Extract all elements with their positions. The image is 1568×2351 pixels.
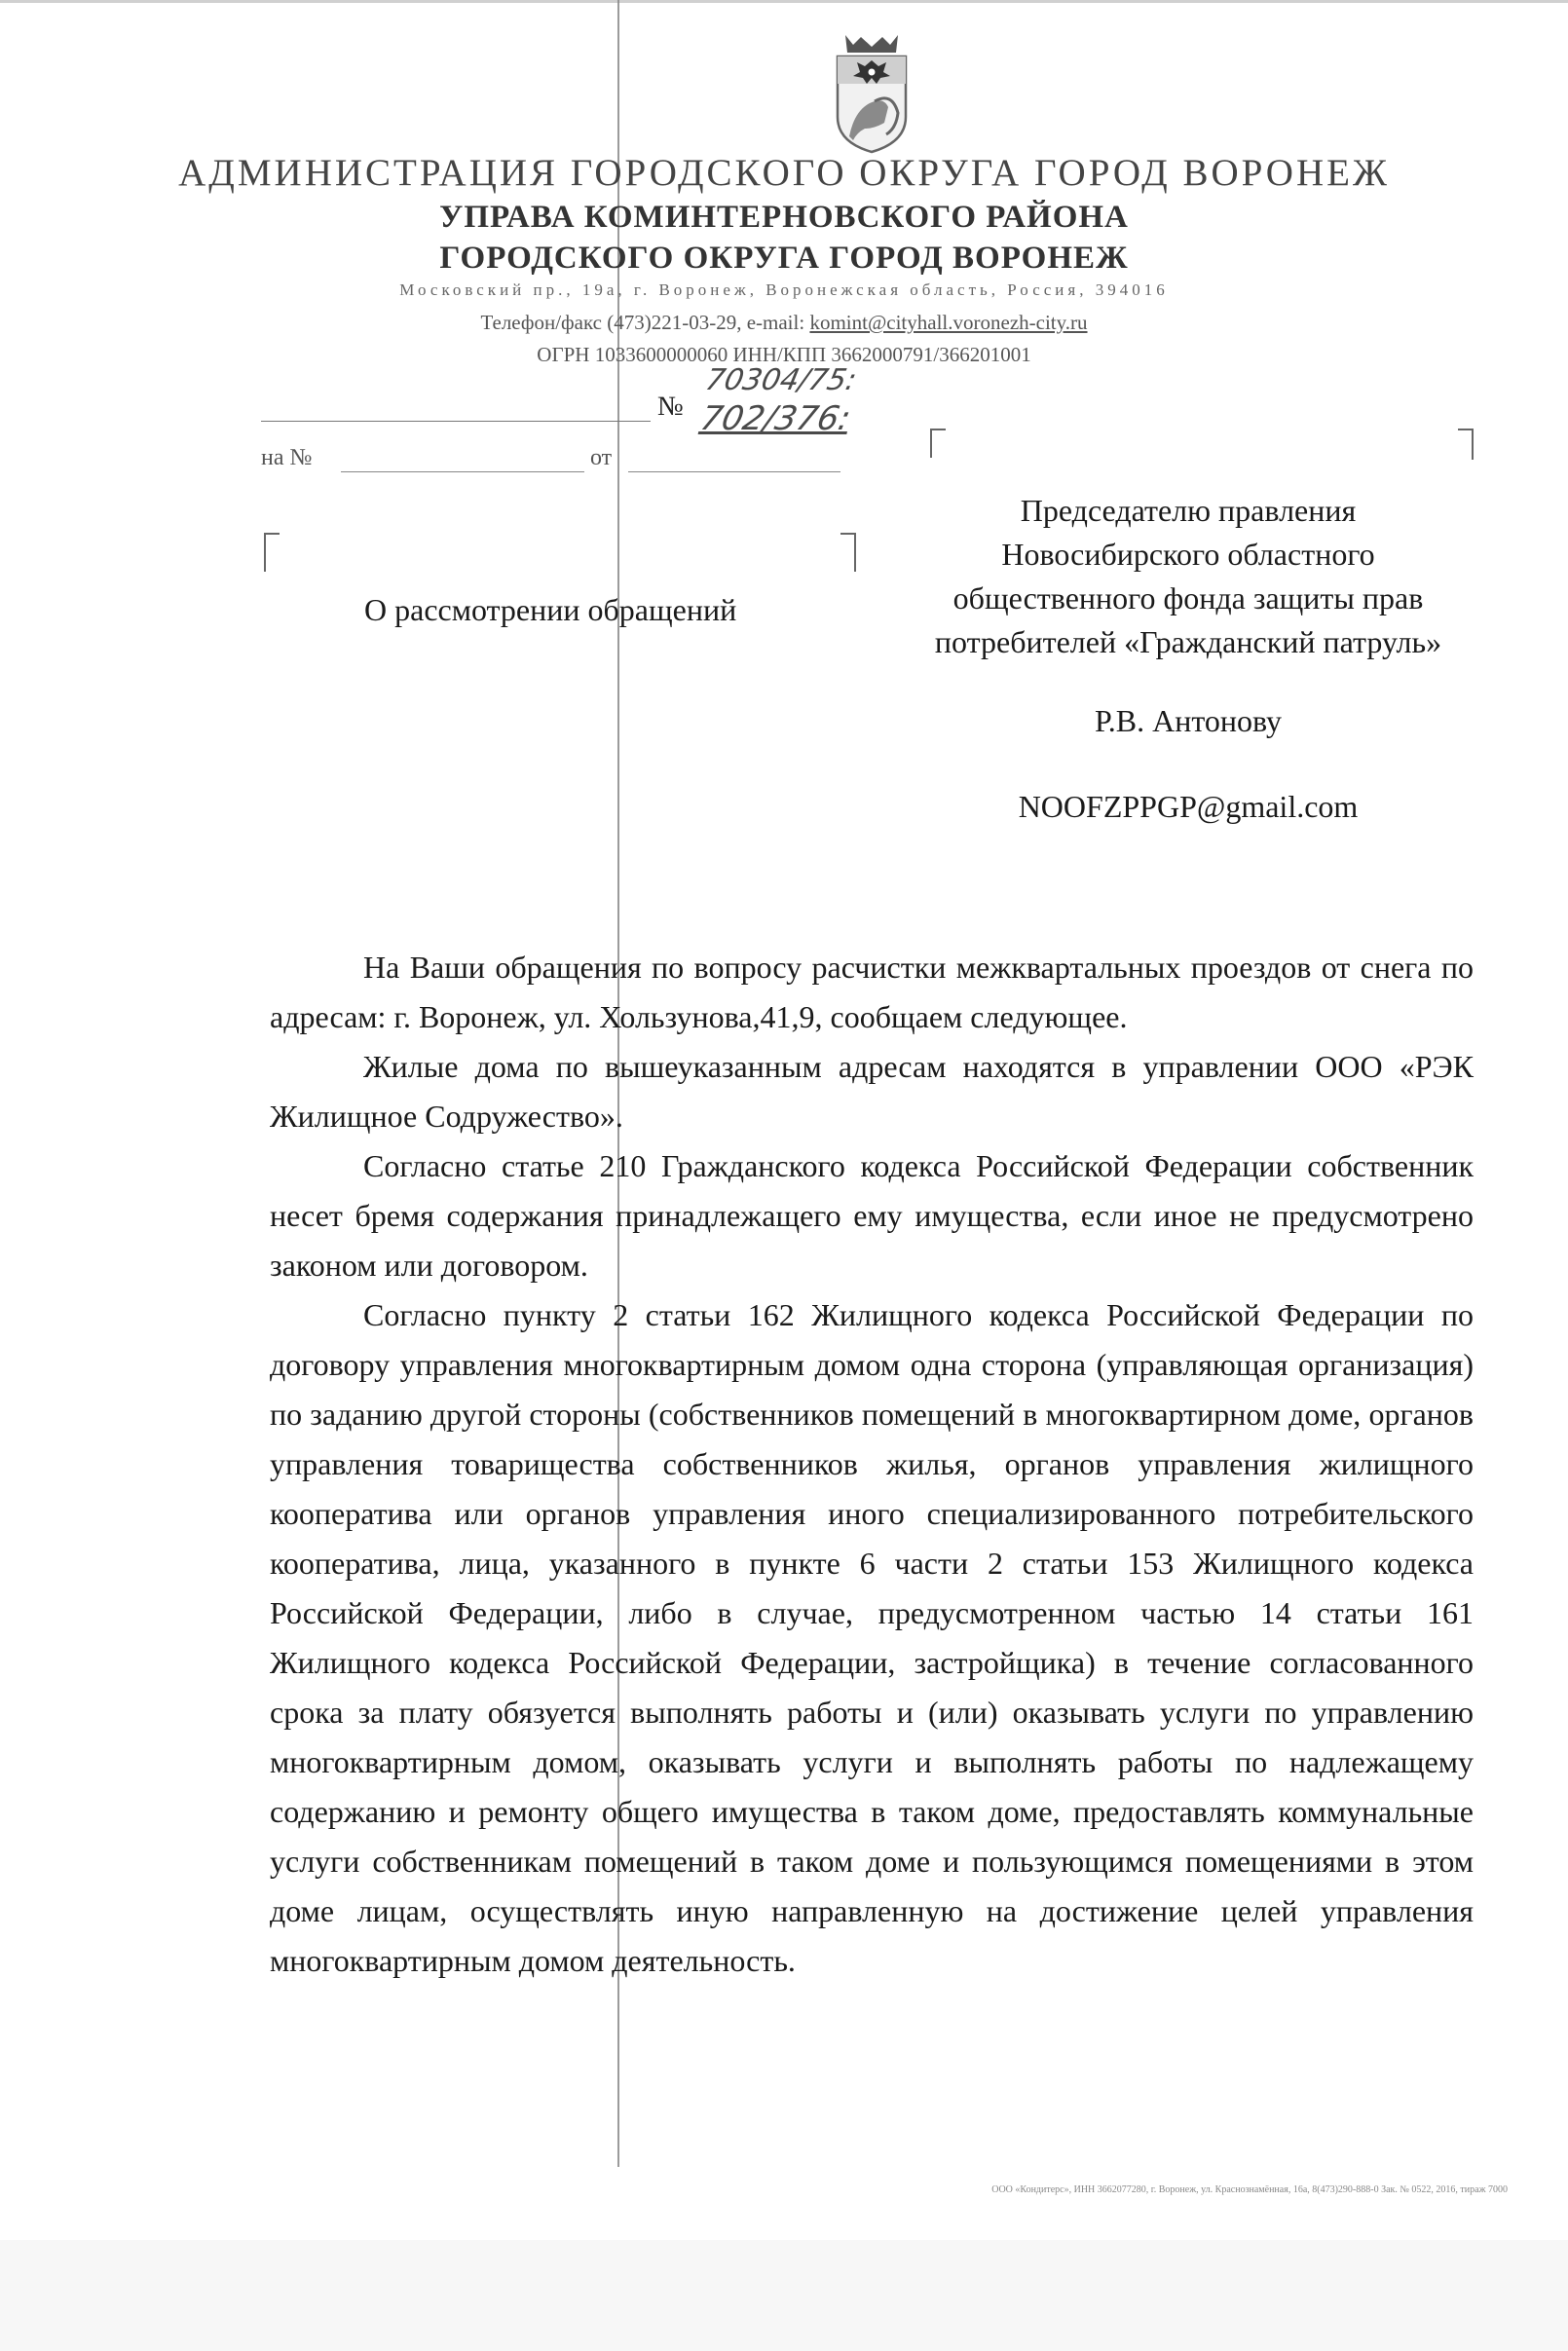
letterhead-email-link[interactable]: komint@cityhall.voronezh-city.ru <box>809 311 1088 334</box>
letterhead-administration: АДМИНИСТРАЦИЯ ГОРОДСКОГО ОКРУГА ГОРОД ВОРОНЕЖ <box>178 152 1390 194</box>
letterhead-ogrn: ОГРН 1033600000060 ИНН/КПП 3662000791/366201001 <box>537 343 1031 366</box>
handwritten-registration-number: 702/376: <box>696 399 854 438</box>
addressee-email: NOOFZPPGP@gmail.com <box>1018 789 1359 824</box>
scan-edge-top <box>0 0 1568 3</box>
printer-footer: ООО «Кондитерс», ИНН 3662077280, г. Воронеж, ул. Краснознамённая, 16а, 8(473)290-888-0 Зак. № 0522, 2016, тираж 7000 <box>991 2184 1508 2195</box>
addressee-corner-left <box>930 429 946 458</box>
reference-number-label: на № <box>261 445 313 470</box>
voronezh-coat-of-arms <box>828 27 915 156</box>
letter-subject: О рассмотрении обращений <box>364 592 737 627</box>
letterhead-contacts <box>0 311 1568 335</box>
body-paragraph: На Ваши обращения по вопросу расчистки межквартальных проездов от снега по адресам: г. Воронеж, ул. Хользунова,41,9, сообщаем следующее. <box>270 950 1474 1034</box>
body-paragraph: Жилые дома по вышеуказанным адресам находятся в управлении ООО «РЭК Жилищное Содружество». <box>270 1049 1474 1134</box>
letterhead-phone: Телефон/факс (473)221-03-29, e-mail: <box>480 311 805 334</box>
addressee-name: Р.В. Антонову <box>1094 703 1283 738</box>
addressee-line: Председателю правления <box>1020 493 1357 528</box>
addressee-corner-right <box>1458 429 1474 460</box>
addressee-line: Новосибирского областного <box>1001 537 1375 572</box>
addressee-line: общественного фонда защиты прав <box>952 580 1424 616</box>
subject-corner-left <box>264 533 280 572</box>
letter-body <box>270 943 1474 1986</box>
reference-number-line <box>341 471 584 472</box>
reference-date-label: от <box>590 445 613 470</box>
registration-number-sign: № <box>657 392 684 422</box>
handwritten-registration-number-top: 70304/75: <box>702 363 860 397</box>
scan-edge-bottom <box>0 2240 1568 2351</box>
registration-underline <box>261 421 651 422</box>
body-paragraph: Согласно пункту 2 статьи 162 Жилищного кодекса Российской Федерации по договору управления многоквартирным домом одна сторона (управляющая организация) по заданию другой стороны (собственников помещений в многоквартирном доме, органов управления товарищества собственников жилья, органов управления жилищного кооператива или органов управления иного специализированного потребительского кооператива, лица, указанного в пункте 6 части 2 статьи 153 Жилищного кодекса Российской Федерации, либо в случае, предусмотренном частью 14 статьи 161 Жилищного кодекса Российской Федерации, застройщика) в течение согласованного срока за плату обязуется выполнять работы и (или) оказывать услуги по управлению многоквартирным домом, оказывать услуги и выполнять работы по надлежащему содержанию и ремонту общего имущества в таком доме, предоставлять коммунальные услуги собственникам помещений в таком доме и пользующимся помещениями в этом доме лицам, осуществлять иную направленную на достижение целей управления многоквартирным домом деятельность. <box>270 1297 1474 1978</box>
body-paragraph: Согласно статье 210 Гражданского кодекса Российской Федерации собственник несет бремя содержания принадлежащего ему имущества, если иное не предусмотрено законом или договором. <box>270 1148 1474 1283</box>
addressee-line: потребителей «Гражданский патруль» <box>934 624 1442 659</box>
letterhead-uprava: УПРАВА КОМИНТЕРНОВСКОГО РАЙОНА <box>439 200 1129 235</box>
letterhead-city: ГОРОДСКОГО ОКРУГА ГОРОД ВОРОНЕЖ <box>439 241 1129 276</box>
reference-date-line <box>628 471 840 472</box>
addressee-block <box>857 489 1519 664</box>
letterhead-address: Московский пр., 19а, г. Воронеж, Воронежская область, Россия, 394016 <box>399 280 1169 299</box>
subject-corner-right <box>840 533 856 572</box>
